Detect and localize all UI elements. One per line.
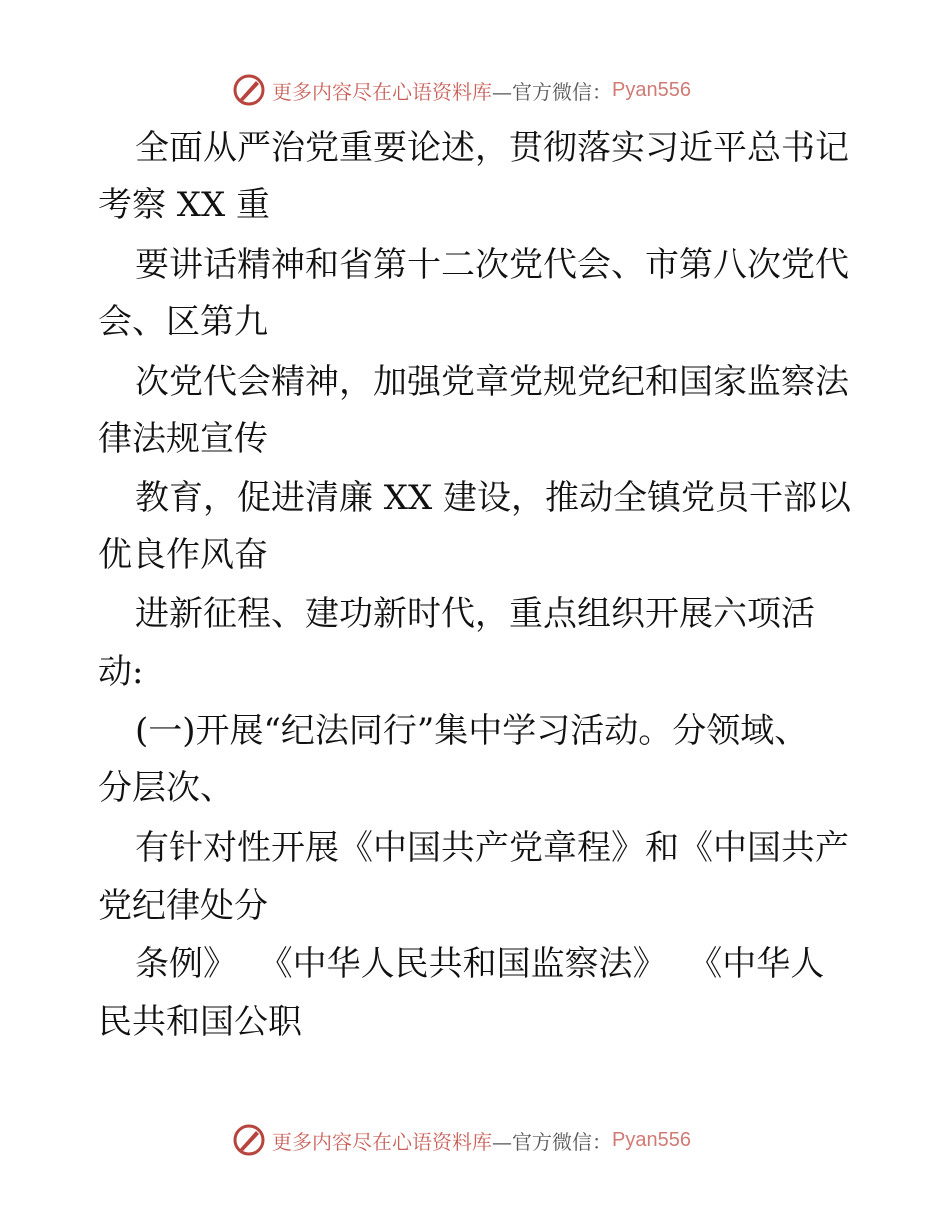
text-line: 进新征程、建功新时代，重点组织开展六项活 <box>135 594 815 634</box>
pen-logo-icon <box>232 1123 266 1157</box>
pen-logo-icon <box>232 73 266 107</box>
watermark-id: Pyan556 <box>612 78 691 101</box>
text-line: 条例》 《中华人民共和国监察法》 《中华人 <box>135 944 825 984</box>
text-line: 有针对性开展《中国共产党章程》和《中国共产 <box>135 828 849 868</box>
watermark-sep: —官方微信： <box>492 1129 612 1154</box>
text-line: 会、区第九 <box>98 302 268 342</box>
text-line: 分层次、 <box>98 768 234 808</box>
text-line: 动: <box>98 652 144 692</box>
text-line: 律法规宣传 <box>98 419 268 459</box>
watermark-id: Pyan556 <box>612 1128 691 1151</box>
watermark-site: 更多内容尽在心语资料库 <box>272 79 492 104</box>
text-line: 民共和国公职 <box>98 1002 302 1042</box>
text-line: 要讲话精神和省第十二次党代会、市第八次党代 <box>135 245 849 285</box>
watermark-site: 更多内容尽在心语资料库 <box>272 1129 492 1154</box>
text-line: 教育，促进清廉 XX 建设，推动全镇党员干部以 <box>135 478 852 518</box>
footer-watermark <box>232 1122 691 1158</box>
text-line: 次党代会精神，加强党章党规党纪和国家监察法 <box>135 362 849 402</box>
text-line: 优良作风奋 <box>98 535 268 575</box>
text-line: 考察 XX 重 <box>98 185 271 225</box>
text-line: 党纪律处分 <box>98 886 268 926</box>
header-watermark <box>232 72 691 108</box>
watermark-sep: —官方微信： <box>492 79 612 104</box>
text-line: (一)开展“纪法同行”集中学习活动。分领域、 <box>135 711 809 751</box>
text-line: 全面从严治党重要论述，贯彻落实习近平总书记 <box>135 128 849 168</box>
